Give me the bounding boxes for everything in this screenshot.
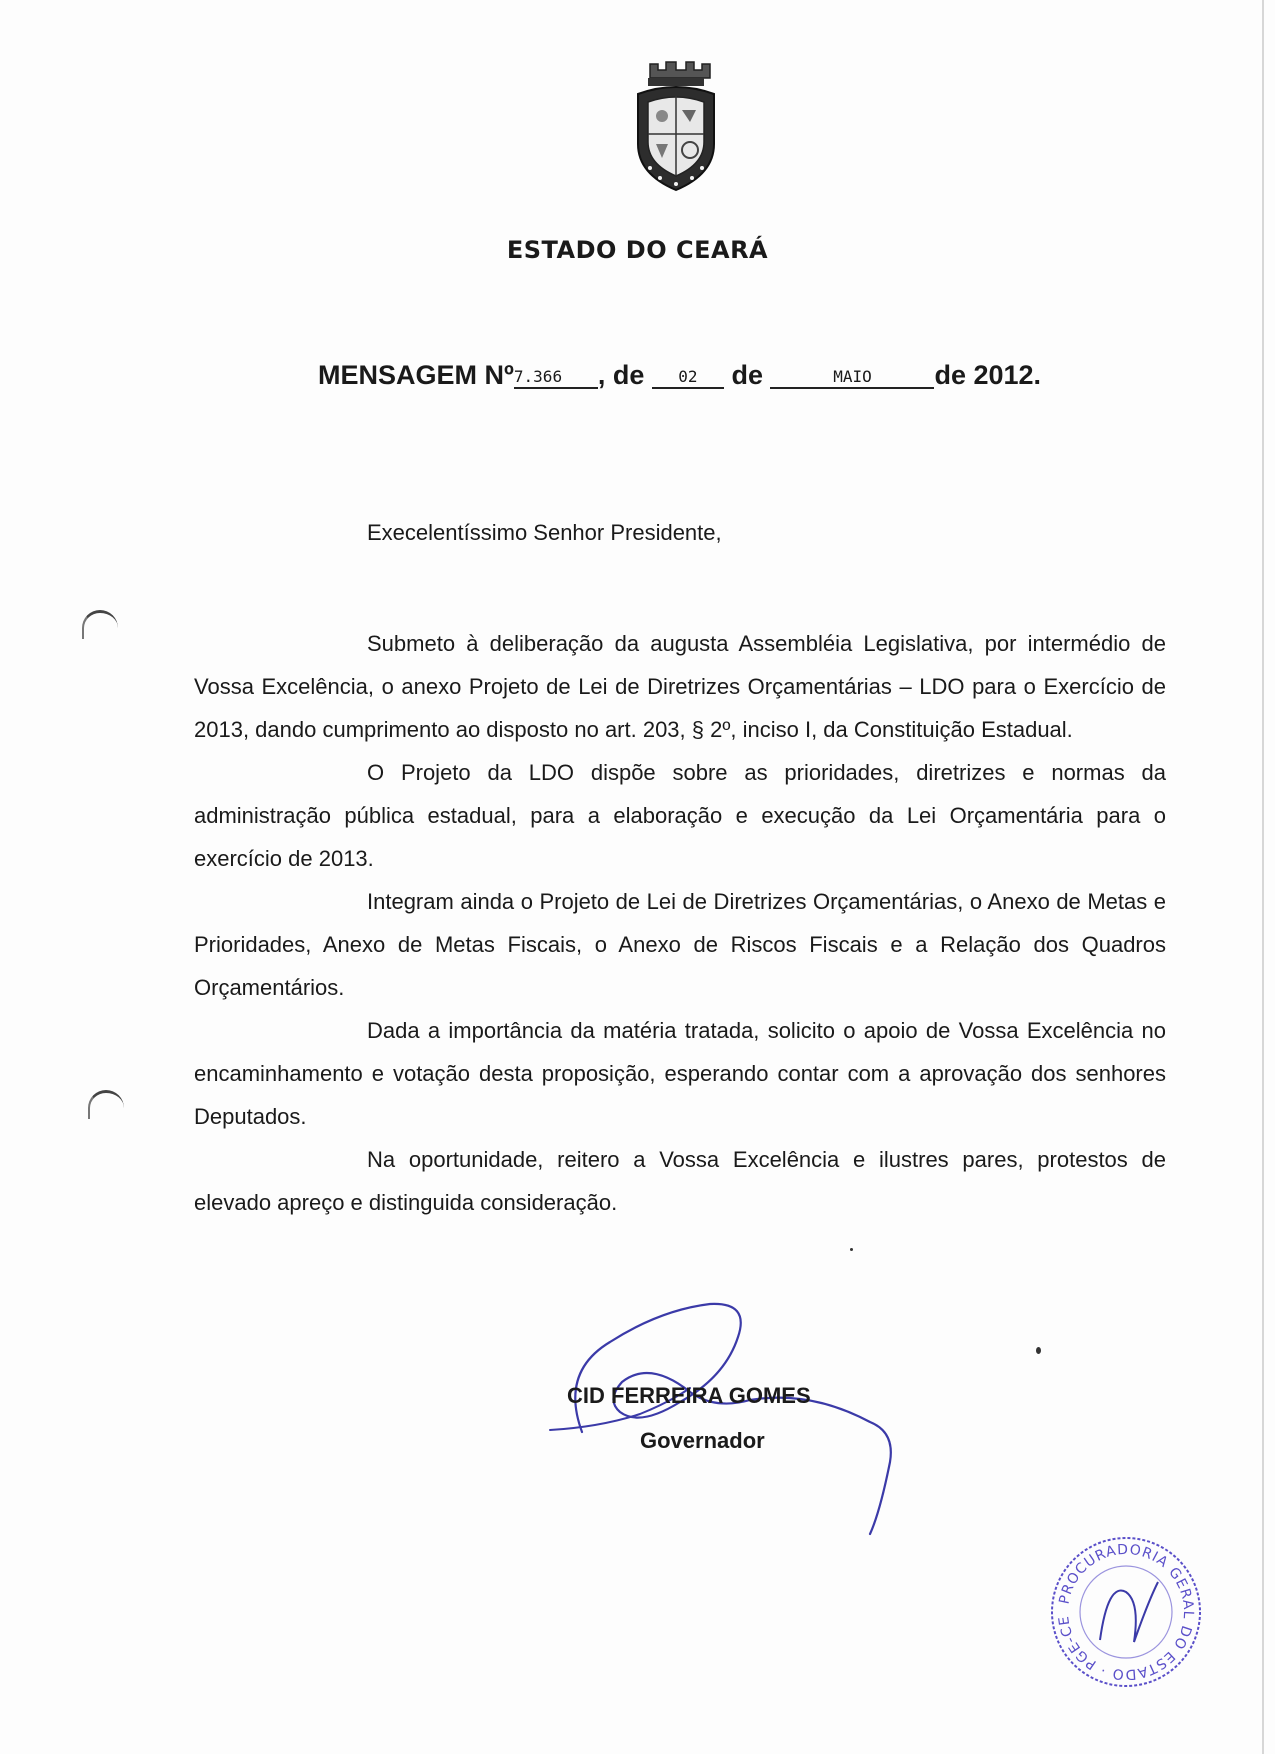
body-paragraph: O Projeto da LDO dispõe sobre as prioridades, diretrizes e normas da administração pública estadual, para a elaboração e execução da Lei Orçamentária para o exercício de 2013. xyxy=(194,760,1166,871)
scan-speck xyxy=(1036,1347,1041,1354)
state-title: ESTADO DO CEARÁ xyxy=(506,236,769,264)
scan-speck xyxy=(850,1248,853,1251)
salutation: Execelentíssimo Senhor Presidente, xyxy=(367,520,722,545)
official-stamp-icon xyxy=(1048,1532,1204,1692)
year-text: de 2012. xyxy=(934,360,1042,390)
signer-title: Governador xyxy=(640,1428,765,1453)
signer-name: CID FERREIRA GOMES xyxy=(567,1383,811,1408)
message-body xyxy=(194,622,1166,1224)
body-paragraph: Dada a importância da matéria tratada, solicito o apoio de Vossa Excelência no encaminhamento e votação desta proposição, esperando contar com a aprovação dos senhores Deputados. xyxy=(194,1018,1166,1129)
handwritten-signature xyxy=(540,1282,980,1542)
state-coat-of-arms-icon xyxy=(620,58,732,198)
day-field: 02 xyxy=(652,367,724,389)
message-heading xyxy=(318,360,1041,391)
separator-de: de xyxy=(731,360,763,390)
body-paragraph: Integram ainda o Projeto de Lei de Diretrizes Orçamentárias, o Anexo de Metas e Prioridades, Anexo de Metas Fiscais, o Anexo de Riscos Fiscais e a Relação dos Quadros Orçamentários. xyxy=(194,889,1166,1000)
body-paragraph: Submeto à deliberação da augusta Assembléia Legislativa, por intermédio de Vossa Excelência, o anexo Projeto de Lei de Diretrizes Orçamentárias – LDO para o Exercício de 2013, dando cumprimento ao disposto no art. 203, § 2º, inciso I, da Constituição Estadual. xyxy=(194,631,1166,742)
punch-hole-mark xyxy=(82,610,118,639)
number-prefix: Nº xyxy=(484,360,514,390)
message-number-field: 7.366 xyxy=(514,367,598,389)
separator-comma-de: , de xyxy=(597,360,645,390)
message-label: MENSAGEM xyxy=(318,360,478,390)
punch-hole-mark xyxy=(88,1090,124,1119)
svg-text:PROCURADORIA GERAL DO ESTADO ·: PROCURADORIA GERAL DO ESTADO · PGE-CE xyxy=(1055,1541,1197,1683)
month-field: MAIO xyxy=(770,367,934,389)
body-paragraph: Na oportunidade, reitero a Vossa Excelência e ilustres pares, protestos de elevado apreço e distinguida consideração. xyxy=(194,1147,1166,1215)
